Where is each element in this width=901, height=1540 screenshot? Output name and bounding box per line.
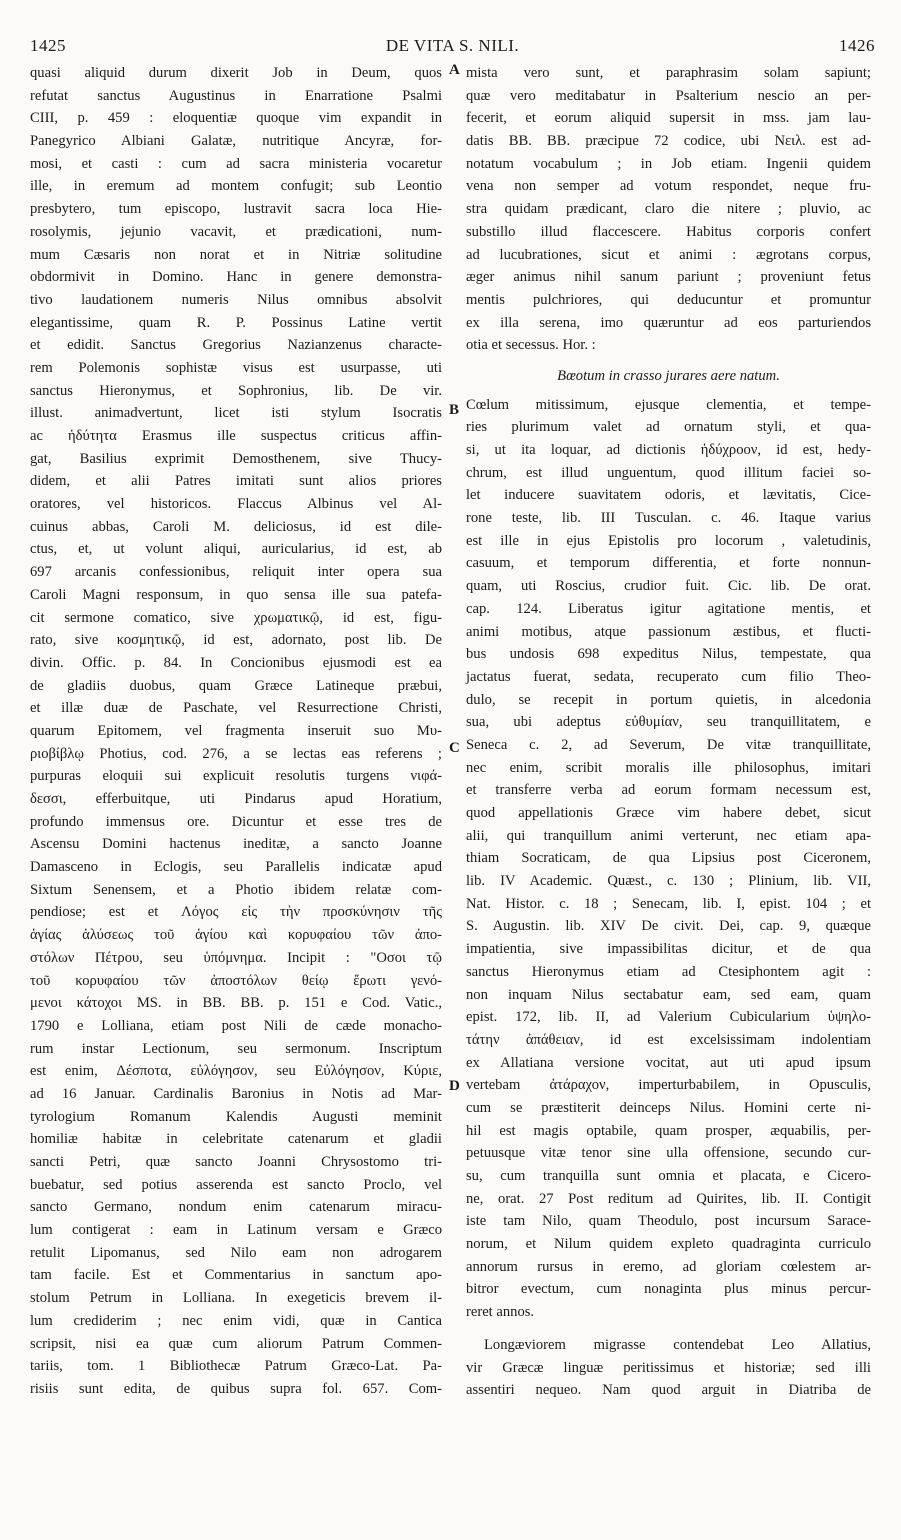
text-line: sancti Petri, quæ sancto Joanni Chrysostomo tri- [30, 1154, 442, 1170]
section-marker-b: B [449, 402, 460, 418]
page-number-left: 1425 [30, 36, 66, 55]
text-line: assentiri nequeo. Nam quod arguit in Diatriba de [466, 1382, 871, 1399]
text-line: animi motibus, atque passionum æstibus, et flucti- [466, 623, 871, 640]
text-line: cap. 124. Liberatus igitur agitatione mentis, et [466, 600, 871, 617]
text-line: homiliæ habitæ in celebritate catenarum et gladii [30, 1131, 442, 1148]
text-line: alii, qui tranquillum animi verterunt, nec etiam apa- [466, 827, 871, 844]
text-line: quarum Epitomem, vel fragmenta inseruit suo Μυ- [30, 722, 442, 739]
text-line: τάτην ἀπάθειαν, id est excelsissimam indolentiam [466, 1031, 871, 1048]
text-line: quasi aliquid durum dixerit Job in Deum, quos [30, 65, 442, 81]
text-line: et transferre verba ad eorum formam necessum est, [466, 782, 871, 799]
text-line: scripsit, nisi ea quæ cum aliorum Patrum Commen- [30, 1335, 442, 1352]
text-line: lib. IV Academic. Quæst., c. 130 ; Plinium, lib. VII, [466, 873, 871, 890]
text-line: æger animus nihil sanum pariunt ; proveniunt fetus [466, 269, 871, 286]
text-line: rone teste, lib. III Tusculan. c. 46. Itaque varius [466, 510, 871, 527]
text-line: est enim, Δέσποτα, εὐλόγησον, seu Εὐλόγησον, Κύριε, [30, 1063, 442, 1080]
text-line: Longæviorem migrasse contendebat Leo Allatius, [484, 1336, 871, 1353]
right-text-column [466, 62, 871, 1402]
text-line: hil est magis optabile, quam prosper, æquabilis, per- [466, 1122, 871, 1139]
text-line: reret annos. [466, 1304, 535, 1321]
text-line: ctus, et, ut volunt aliqui, auricularius, id est, ab [30, 541, 442, 558]
text-line: et edidit. Sanctus Gregorius Nazianzenus characte- [30, 337, 442, 354]
text-line: vir Græcæ linguæ peritissimus et historiæ; sed illi [466, 1359, 871, 1376]
text-line: didem, et alii Patres imitati sunt alios priores [30, 473, 442, 490]
text-line: elegantissime, quam R. P. Possinus Latine vertit [30, 314, 442, 331]
text-line: petuusque vitæ tenor sine ulla offensione, secundo cur- [466, 1145, 871, 1162]
text-line: Sixtum Senensem, et a Photio ibidem relatæ com- [30, 881, 442, 898]
text-line: ad lucubrationes, sicut et animi : ægrotans corpus, [466, 246, 871, 263]
text-line: ne, orat. 27 Post reditum ad Quirites, lib. II. Contigit [466, 1190, 871, 1207]
text-line: pendiose; est et Λόγος εἰς τὴν προσκύνησιν τῆς [30, 904, 442, 921]
text-line: gat, Basilius exprimit Demosthenem, sive Thucy- [30, 450, 442, 467]
text-line: rosolymis, jejunio vacavit, et prædicationi, num- [30, 223, 442, 240]
running-title: DE VITA S. NILI. [385, 36, 520, 55]
text-line: ex Allatiana versione vocitat, aut uti apud ipsum [466, 1054, 871, 1071]
text-line: quod appellationis Græce vim habere debet, sicut [466, 805, 871, 821]
text-line: de gladiis duobus, quam Græce Latineque præbui, [30, 677, 442, 694]
text-line: μενοι κάτοχοι MS. in BB. BB. p. 151 e Cod. Vatic., [30, 995, 442, 1012]
text-line: stolum Petrum in Lolliana. In exegeticis brevem il- [30, 1290, 442, 1307]
text-line: quam, uti Roscius, crudior fuit. Cic. lib. De orat. [466, 578, 871, 595]
text-line: profundo immensus ore. Dicuntur et esse tres de [30, 813, 442, 830]
text-line: stra quidam prædicant, claro die nitere ; pluvio, ac [466, 201, 871, 218]
text-line: quæ vero meditabatur in Psalterium nescio an per- [466, 87, 871, 104]
text-line: est ille in ejus Epistolis pro locorum , valetudinis, [466, 532, 871, 549]
text-line: 1790 e Lolliana, etiam post Nili de cæde monacho- [30, 1017, 442, 1034]
text-line: substillo illud flaccescere. Habitus corporis confert [466, 223, 871, 240]
text-line: CIII, p. 459 : eloquentiæ quoque vim expandit in [30, 110, 442, 127]
text-line: δεσσι, efferbuitque, uti Pindarus apud Horatium, [30, 791, 442, 807]
left-text-column [30, 62, 442, 1401]
text-line: τοῦ κορυφαίου τῶν ἀποστόλων θείῳ ἔρωτι γενό- [30, 972, 442, 989]
text-line: otia et secessus. Hor. : [466, 337, 596, 354]
text-line: casuum, et temporum differentia, et forte nonnun- [466, 555, 871, 572]
text-line: Damasceno in Eclogis, seu Parallelis indicatæ apud [30, 859, 442, 876]
text-line: 697 arcanis confessionibus, reliquit inter opera sua [30, 564, 442, 581]
text-line: dulo, se recepit in portum quietis, in alcedonia [466, 691, 871, 708]
text-line: cum se præstiterit deinceps Nilus. Homini certe ni- [466, 1099, 871, 1116]
verse-quote: Bœotum in crasso jurares aere natum. [557, 367, 780, 384]
text-line: risiis sunt edita, de quibus supra fol. 657. Com- [30, 1380, 442, 1397]
text-line: presbytero, tum episcopo, lustravit sacra loca Hie- [30, 201, 442, 218]
text-line: tyrologium Romanum Kalendis Augusti meminit [30, 1108, 442, 1125]
text-line: ex illa serena, imo quæruntur ad eos parturiendos [466, 314, 871, 331]
page-header [30, 36, 875, 58]
text-line: retulit Lipomanus, sed Nilo eam non adrogarem [30, 1244, 442, 1261]
text-line: mosi, et casti : cum ad sacra ministeria vocaretur [30, 155, 442, 172]
text-line: sancto Germano, nondum enim catenarum miracu- [30, 1199, 442, 1216]
text-line: Nat. Histor. c. 18 ; Senecam, lib. I, epist. 104 ; et [466, 895, 871, 912]
text-line: oratores, vel historicos. Flaccus Albinus vel Al- [30, 496, 442, 513]
text-line: vertebam ἀτάραχον, imperturbabilem, in Opusculis, [466, 1077, 871, 1094]
text-line: rato, sive κοσμητικῷ, id est, adornato, post lib. De [30, 632, 442, 649]
text-line: datis BB. BB. præcipue 72 codice, ubi Νειλ. est ad- [466, 133, 871, 150]
text-line: divin. Offic. p. 84. In Concionibus ejusmodi est ea [30, 654, 442, 671]
text-line: S. Augustin. lib. XIV De civit. Dei, cap. 9, quæque [466, 918, 871, 935]
text-line: Cœlum mitissimum, ejusque clementia, et tempe- [466, 396, 871, 413]
text-line: ille, in eremum ad montem confugit; sub Leontio [30, 178, 442, 195]
text-line: fecerit, et eorum aliquid supersit in mss. jam lau- [466, 110, 871, 127]
text-line: impatientia, sive impassibilitas dicitur, et de qua [466, 941, 871, 958]
text-line: sanctus Hieronymus etiam ad Ctesiphontem agit : [466, 963, 871, 980]
text-line: non inquam Nilus sectabatur eam, sed eam, quam [466, 986, 871, 1003]
text-line: ad 16 Januar. Cardinalis Baronius in Notis ad Mar- [30, 1085, 442, 1102]
text-line: Ascensu Domini hactenus ineditæ, a sancto Joanne [30, 836, 442, 853]
text-line: bus undosis 698 expeditus Nilus, tempestate, qua [466, 646, 871, 663]
text-line: lum crediderim ; nec enim vidi, quæ in Cantica [30, 1312, 442, 1329]
text-line: buebatur, sed potius asserenda est sancto Proclo, vel [30, 1176, 442, 1193]
section-marker-c: C [449, 740, 460, 756]
text-line: tivo laudationem numeris Nilus omnibus absolvit [30, 291, 442, 308]
text-line: mista vero sunt, et paraphrasim solam sapiunt; [466, 65, 871, 81]
text-line: si, ut ita loquar, ad dictionis ἡδύχροον, id est, hedy- [466, 442, 871, 458]
text-line: Caroli Magni responsum, in quo sensa ille sua patefa- [30, 586, 442, 603]
section-marker-d: D [449, 1078, 460, 1094]
text-line: norum, et Nilum quidem expleto quadraginta curriculo [466, 1236, 871, 1253]
text-line: Seneca c. 2, ad Severum, De vitæ tranquillitate, [466, 736, 871, 753]
text-line: purpuras eloquii sui explicuit resolutis turgens νιφά- [30, 768, 442, 785]
text-line: nec enim, scribit moralis ille philosophus, imitari [466, 759, 871, 776]
text-line: tam facile. Est et Commentarius in sanctum apo- [30, 1267, 442, 1284]
text-line: lum contigerat : eam in Latinum versam e Græco [30, 1222, 442, 1239]
text-line: στόλων Πέτρου, seu ὑπόμνημα. Incipit : "Οσοι τῷ [30, 949, 442, 966]
text-line: cit sermone comatico, sive χρωματικῷ, id est, figu- [30, 609, 442, 626]
section-marker-a: A [449, 62, 460, 78]
text-line: let inducere suavitatem odoris, et lævitatis, Cice- [466, 487, 871, 504]
text-line: et illæ duæ de Paschate, vel Resurrectione Christi, [30, 700, 442, 717]
text-line: thiam Socraticam, de qua Lipsius post Ciceronem, [466, 850, 871, 867]
text-line: mentis pulchriores, qui deducuntur et promuntur [466, 291, 871, 308]
text-line: ριοβίβλῳ Photius, cod. 276, a se lectas eas referens ; [30, 745, 442, 762]
text-line: illust. animadvertunt, licet isti stylum Isocratis [30, 405, 442, 422]
text-line: ἁγίας ἁλύσεως τοῦ ἁγίου καὶ κορυφαίου τῶν ἀπο- [30, 927, 442, 944]
text-line: refutat sanctus Augustinus in Enarratione Psalmi [30, 87, 442, 104]
text-line: bitror evectum, cum nonaginta plus minus percur- [466, 1281, 871, 1298]
text-line: obdormivit in Domino. Hanc in genere demonstra- [30, 269, 442, 286]
text-line: annorum rursus in eremo, ad gloriam cœlestem ar- [466, 1258, 871, 1275]
text-line: vena non semper ad votum respondet, neque fru- [466, 178, 871, 195]
text-line: ries plurimum valet ad ornatum styli, et qua- [466, 419, 871, 436]
page-number-right: 1426 [839, 36, 875, 55]
text-line: rum instar Lectionum, seu sermonum. Inscriptum [30, 1040, 442, 1057]
text-line: cuinus abbas, Caroli M. deliciosus, id est dile- [30, 518, 442, 535]
text-line: epist. 172, lib. II, ad Valerium Cubicularium ὑψηλο- [466, 1009, 871, 1026]
text-line: tariis, tom. 1 Bibliothecæ Patrum Græco-Lat. Pa- [30, 1358, 442, 1375]
text-line: iste tam Nilo, quam Theodulo, post incursum Sarace- [466, 1213, 871, 1230]
text-line: chrum, est illud unguentum, quod illitum faciei so- [466, 464, 871, 481]
text-line: sua, ubi adeptus εὐθυμίαν, seu tranquillitatem, e [466, 714, 871, 731]
text-line: sanctus Hieronymus, et Sophronius, lib. De vir. [30, 382, 442, 399]
text-line: ac ἡδύτητα Erasmus ille suspectus criticus affin- [30, 428, 442, 444]
text-line: mum Cæsaris non norat et in Nitriæ solitudine [30, 246, 442, 263]
text-line: su, cum tranquilla sunt omnia et placata, e Cicero- [466, 1168, 871, 1184]
text-line: notatum vocabulum ; in Job etiam. Ingenii quidem [466, 155, 871, 172]
text-line: Panegyrico Albiani Galatæ, nutritique Ancyræ, for- [30, 133, 442, 150]
text-line: jactatus fuerat, sedata, recuperato cum filio Theo- [466, 668, 871, 685]
text-line: rem Polemonis sophistæ visus est usurpasse, uti [30, 359, 442, 376]
